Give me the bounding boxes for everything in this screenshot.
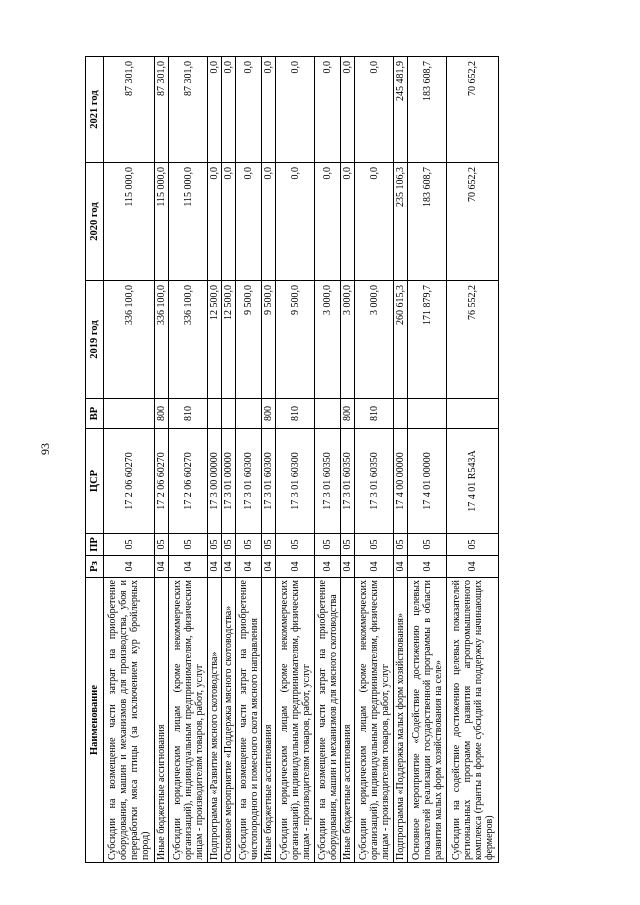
row-vr xyxy=(394,399,408,429)
row-2020: 0,0 xyxy=(262,163,276,281)
table-row xyxy=(236,57,262,863)
row-2019: 336 100,0 xyxy=(104,281,155,399)
row-vr xyxy=(408,399,447,429)
row-name: Иные бюджетные ассигнования xyxy=(341,578,355,863)
table-row xyxy=(104,57,155,863)
row-csr: 17 3 01 00000 xyxy=(222,429,236,534)
row-pr: 05 xyxy=(222,534,236,556)
row-vr xyxy=(447,399,499,429)
header-2020: 2020 год xyxy=(86,163,104,281)
budget-table-container xyxy=(85,57,580,863)
table-row xyxy=(222,57,236,863)
row-csr: 17 3 01 60300 xyxy=(236,429,262,534)
row-2019: 9 500,0 xyxy=(262,281,276,399)
row-pr: 05 xyxy=(355,534,394,556)
row-vr: 810 xyxy=(355,399,394,429)
row-2021: 0,0 xyxy=(341,57,355,163)
header-name: Наименование xyxy=(86,578,104,863)
row-csr: 17 4 00 00000 xyxy=(394,429,408,534)
table-row xyxy=(315,57,341,863)
row-2020: 115 000,0 xyxy=(104,163,155,281)
table-row xyxy=(208,57,222,863)
row-rz: 04 xyxy=(408,556,447,578)
table-row xyxy=(355,57,394,863)
row-2019: 3 000,0 xyxy=(315,281,341,399)
row-csr: 17 2 06 60270 xyxy=(155,429,169,534)
row-rz: 04 xyxy=(208,556,222,578)
table-row xyxy=(262,57,276,863)
row-2019: 171 879,7 xyxy=(408,281,447,399)
row-name: Субсидии на возмещение части затрат на приобретение оборудования, машин и механизмов для мясного скотоводства xyxy=(315,578,341,863)
row-2021: 0,0 xyxy=(355,57,394,163)
row-pr: 05 xyxy=(262,534,276,556)
row-2020: 0,0 xyxy=(341,163,355,281)
row-2020: 115 000,0 xyxy=(169,163,208,281)
table-row xyxy=(394,57,408,863)
row-rz: 04 xyxy=(341,556,355,578)
row-vr: 800 xyxy=(341,399,355,429)
row-csr: 17 3 01 60350 xyxy=(355,429,394,534)
row-csr: 17 3 01 60300 xyxy=(262,429,276,534)
row-2021: 0,0 xyxy=(262,57,276,163)
row-2021: 0,0 xyxy=(222,57,236,163)
row-name: Подпрограмма «Поддержка малых форм хозяйствования» xyxy=(394,578,408,863)
row-name: Иные бюджетные ассигнования xyxy=(262,578,276,863)
row-2020: 235 106,3 xyxy=(394,163,408,281)
row-csr: 17 3 00 00000 xyxy=(208,429,222,534)
row-2020: 0,0 xyxy=(236,163,262,281)
row-pr: 05 xyxy=(394,534,408,556)
header-rz: Рз xyxy=(86,556,104,578)
row-2019: 3 000,0 xyxy=(341,281,355,399)
row-rz: 04 xyxy=(447,556,499,578)
row-vr xyxy=(236,399,262,429)
table-row xyxy=(341,57,355,863)
row-csr: 17 4 01 00000 xyxy=(408,429,447,534)
row-name: Субсидии на содействие достижению целевых показателей региональных программ развития агропромышленного комплекса (гранты в форме субсидий на поддержку начинающих фермеров) xyxy=(447,578,499,863)
row-2021: 70 652,2 xyxy=(447,57,499,163)
row-name: Субсидии юридическим лицам (кроме некоммерческих организаций), индивидуальным предпринимателям, физическим лицам - производителям товаров, работ, услуг xyxy=(355,578,394,863)
row-2020: 70 652,2 xyxy=(447,163,499,281)
row-rz: 04 xyxy=(222,556,236,578)
row-pr: 05 xyxy=(155,534,169,556)
row-csr: 17 2 06 60270 xyxy=(169,429,208,534)
row-vr xyxy=(222,399,236,429)
row-rz: 04 xyxy=(104,556,155,578)
row-csr: 17 4 01 R543А xyxy=(447,429,499,534)
row-rz: 04 xyxy=(315,556,341,578)
row-2019: 9 500,0 xyxy=(236,281,262,399)
row-vr xyxy=(315,399,341,429)
table-row xyxy=(155,57,169,863)
table-row xyxy=(276,57,315,863)
row-2021: 87 301,0 xyxy=(169,57,208,163)
row-vr xyxy=(104,399,155,429)
row-2021: 87 301,0 xyxy=(104,57,155,163)
budget-table xyxy=(85,56,499,863)
header-csr: ЦСР xyxy=(86,429,104,534)
row-rz: 04 xyxy=(169,556,208,578)
row-csr: 17 3 01 60350 xyxy=(315,429,341,534)
header-row xyxy=(86,57,104,863)
row-vr: 810 xyxy=(276,399,315,429)
row-name: Иные бюджетные ассигнования xyxy=(155,578,169,863)
row-rz: 04 xyxy=(236,556,262,578)
row-2019: 260 615,3 xyxy=(394,281,408,399)
row-name: Субсидии на возмещение части затрат на приобретение чистопородного и помесного скота мясного направления xyxy=(236,578,262,863)
row-csr: 17 2 06 60270 xyxy=(104,429,155,534)
header-vr: ВР xyxy=(86,399,104,429)
row-csr: 17 3 01 60350 xyxy=(341,429,355,534)
row-name: Субсидии юридическим лицам (кроме некоммерческих организаций), индивидуальным предпринимателям, физическим лицам - производителям товаров, работ, услуг xyxy=(276,578,315,863)
row-rz: 04 xyxy=(276,556,315,578)
row-name: Субсидии на возмещение части затрат на приобретение оборудования, машин и механизмов для производства, убоя и переработки мяса птицы (за исключением кур бройлерных пород) xyxy=(104,578,155,863)
row-2019: 3 000,0 xyxy=(355,281,394,399)
row-2021: 0,0 xyxy=(236,57,262,163)
row-2021: 0,0 xyxy=(276,57,315,163)
row-vr xyxy=(208,399,222,429)
header-2019: 2019 год xyxy=(86,281,104,399)
row-2019: 9 500,0 xyxy=(276,281,315,399)
row-pr: 05 xyxy=(276,534,315,556)
row-2020: 0,0 xyxy=(208,163,222,281)
row-2020: 0,0 xyxy=(222,163,236,281)
row-2019: 336 100,0 xyxy=(169,281,208,399)
row-rz: 04 xyxy=(394,556,408,578)
row-pr: 05 xyxy=(208,534,222,556)
row-pr: 05 xyxy=(236,534,262,556)
table-row xyxy=(169,57,208,863)
row-pr: 05 xyxy=(447,534,499,556)
row-2021: 0,0 xyxy=(315,57,341,163)
row-name: Подпрограмма «Развитие мясного скотоводства» xyxy=(208,578,222,863)
row-csr: 17 3 01 60300 xyxy=(276,429,315,534)
row-2019: 336 100,0 xyxy=(155,281,169,399)
row-name: Основное мероприятие «Поддержка мясного скотоводства» xyxy=(222,578,236,863)
row-2021: 245 481,9 xyxy=(394,57,408,163)
table-row xyxy=(447,57,499,863)
table-row xyxy=(408,57,447,863)
row-name: Субсидии юридическим лицам (кроме некоммерческих организаций), индивидуальным предпринимателям, физическим лицам - производителям товаров, работ, услуг xyxy=(169,578,208,863)
row-rz: 04 xyxy=(262,556,276,578)
row-2019: 12 500,0 xyxy=(222,281,236,399)
row-vr: 810 xyxy=(169,399,208,429)
row-pr: 05 xyxy=(104,534,155,556)
row-vr: 800 xyxy=(262,399,276,429)
row-rz: 04 xyxy=(355,556,394,578)
header-2021: 2021 год xyxy=(86,57,104,163)
header-pr: ПР xyxy=(86,534,104,556)
row-2021: 0,0 xyxy=(208,57,222,163)
row-name: Основное мероприятие «Содействие достижению целевых показателей реализации государственной программы в области развития малых форм хозяйствования на селе» xyxy=(408,578,447,863)
row-2021: 87 301,0 xyxy=(155,57,169,163)
row-2019: 76 552,2 xyxy=(447,281,499,399)
row-2020: 183 608,7 xyxy=(408,163,447,281)
row-pr: 05 xyxy=(408,534,447,556)
page-number: 93 xyxy=(38,443,52,455)
row-pr: 05 xyxy=(169,534,208,556)
row-pr: 05 xyxy=(341,534,355,556)
row-pr: 05 xyxy=(315,534,341,556)
row-2020: 0,0 xyxy=(276,163,315,281)
row-2020: 115 000,0 xyxy=(155,163,169,281)
row-rz: 04 xyxy=(155,556,169,578)
row-2019: 12 500,0 xyxy=(208,281,222,399)
row-vr: 800 xyxy=(155,399,169,429)
row-2020: 0,0 xyxy=(315,163,341,281)
row-2021: 183 608,7 xyxy=(408,57,447,163)
row-2020: 0,0 xyxy=(355,163,394,281)
